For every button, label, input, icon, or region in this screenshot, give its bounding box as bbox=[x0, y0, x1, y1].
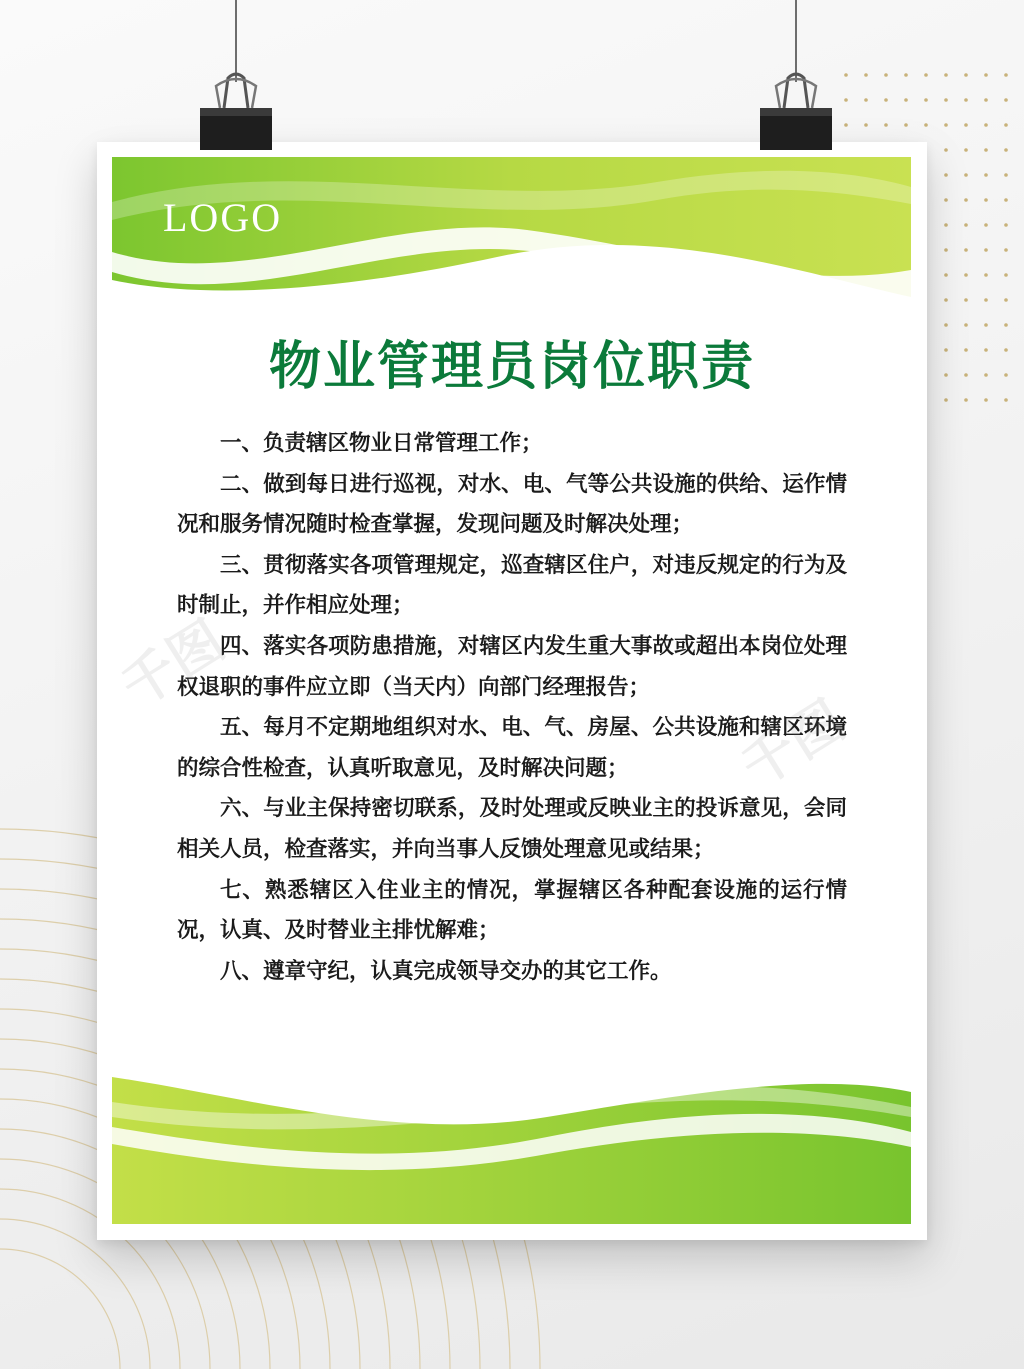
watermark: 千图 bbox=[730, 688, 856, 800]
binder-clip-icon bbox=[758, 0, 834, 152]
duty-item: 二、做到每日进行巡视，对水、电、气等公共设施的供给、运作情况和服务情况随时检查掌握，发现问题及时解决处理； bbox=[177, 471, 847, 538]
hanging-strings bbox=[236, 0, 796, 82]
duty-item: 一、负责辖区物业日常管理工作； bbox=[220, 431, 543, 456]
logo: LOGO bbox=[163, 195, 283, 240]
duty-list bbox=[177, 424, 847, 992]
duty-item: 五、每月不定期地组织对水、电、气、房屋、公共设施和辖区环境的综合性检查，认真听取意见，及时解决问题； bbox=[177, 715, 847, 781]
watermark: 千图 bbox=[110, 608, 236, 720]
binder-clip-icon bbox=[198, 0, 274, 152]
duty-item: 六、与业主保持密切联系，及时处理或反映业主的投诉意见，会同相关人员，检查落实，并向当事人反馈处理意见或结果； bbox=[177, 796, 847, 862]
duty-item: 三、贯彻落实各项管理规定，巡查辖区住户，对违反规定的行为及时制止，并作相应处理； bbox=[177, 552, 847, 619]
duty-item: 八、遵章守纪，认真完成领导交办的其它工作。 bbox=[220, 958, 672, 984]
duty-item: 四、落实各项防患措施，对辖区内发生重大事故或超出本岗位处理权退职的事件应立即（当天内）向部门经理报告； bbox=[177, 633, 847, 700]
bottom-band bbox=[112, 1077, 911, 1224]
poster-board bbox=[97, 142, 927, 1240]
duty-item: 七、熟悉辖区入住业主的情况，掌握辖区各种配套设施的运行情况，认真、及时替业主排忧解难； bbox=[177, 877, 847, 944]
page-title: 物业管理员岗位职责 bbox=[268, 337, 755, 397]
